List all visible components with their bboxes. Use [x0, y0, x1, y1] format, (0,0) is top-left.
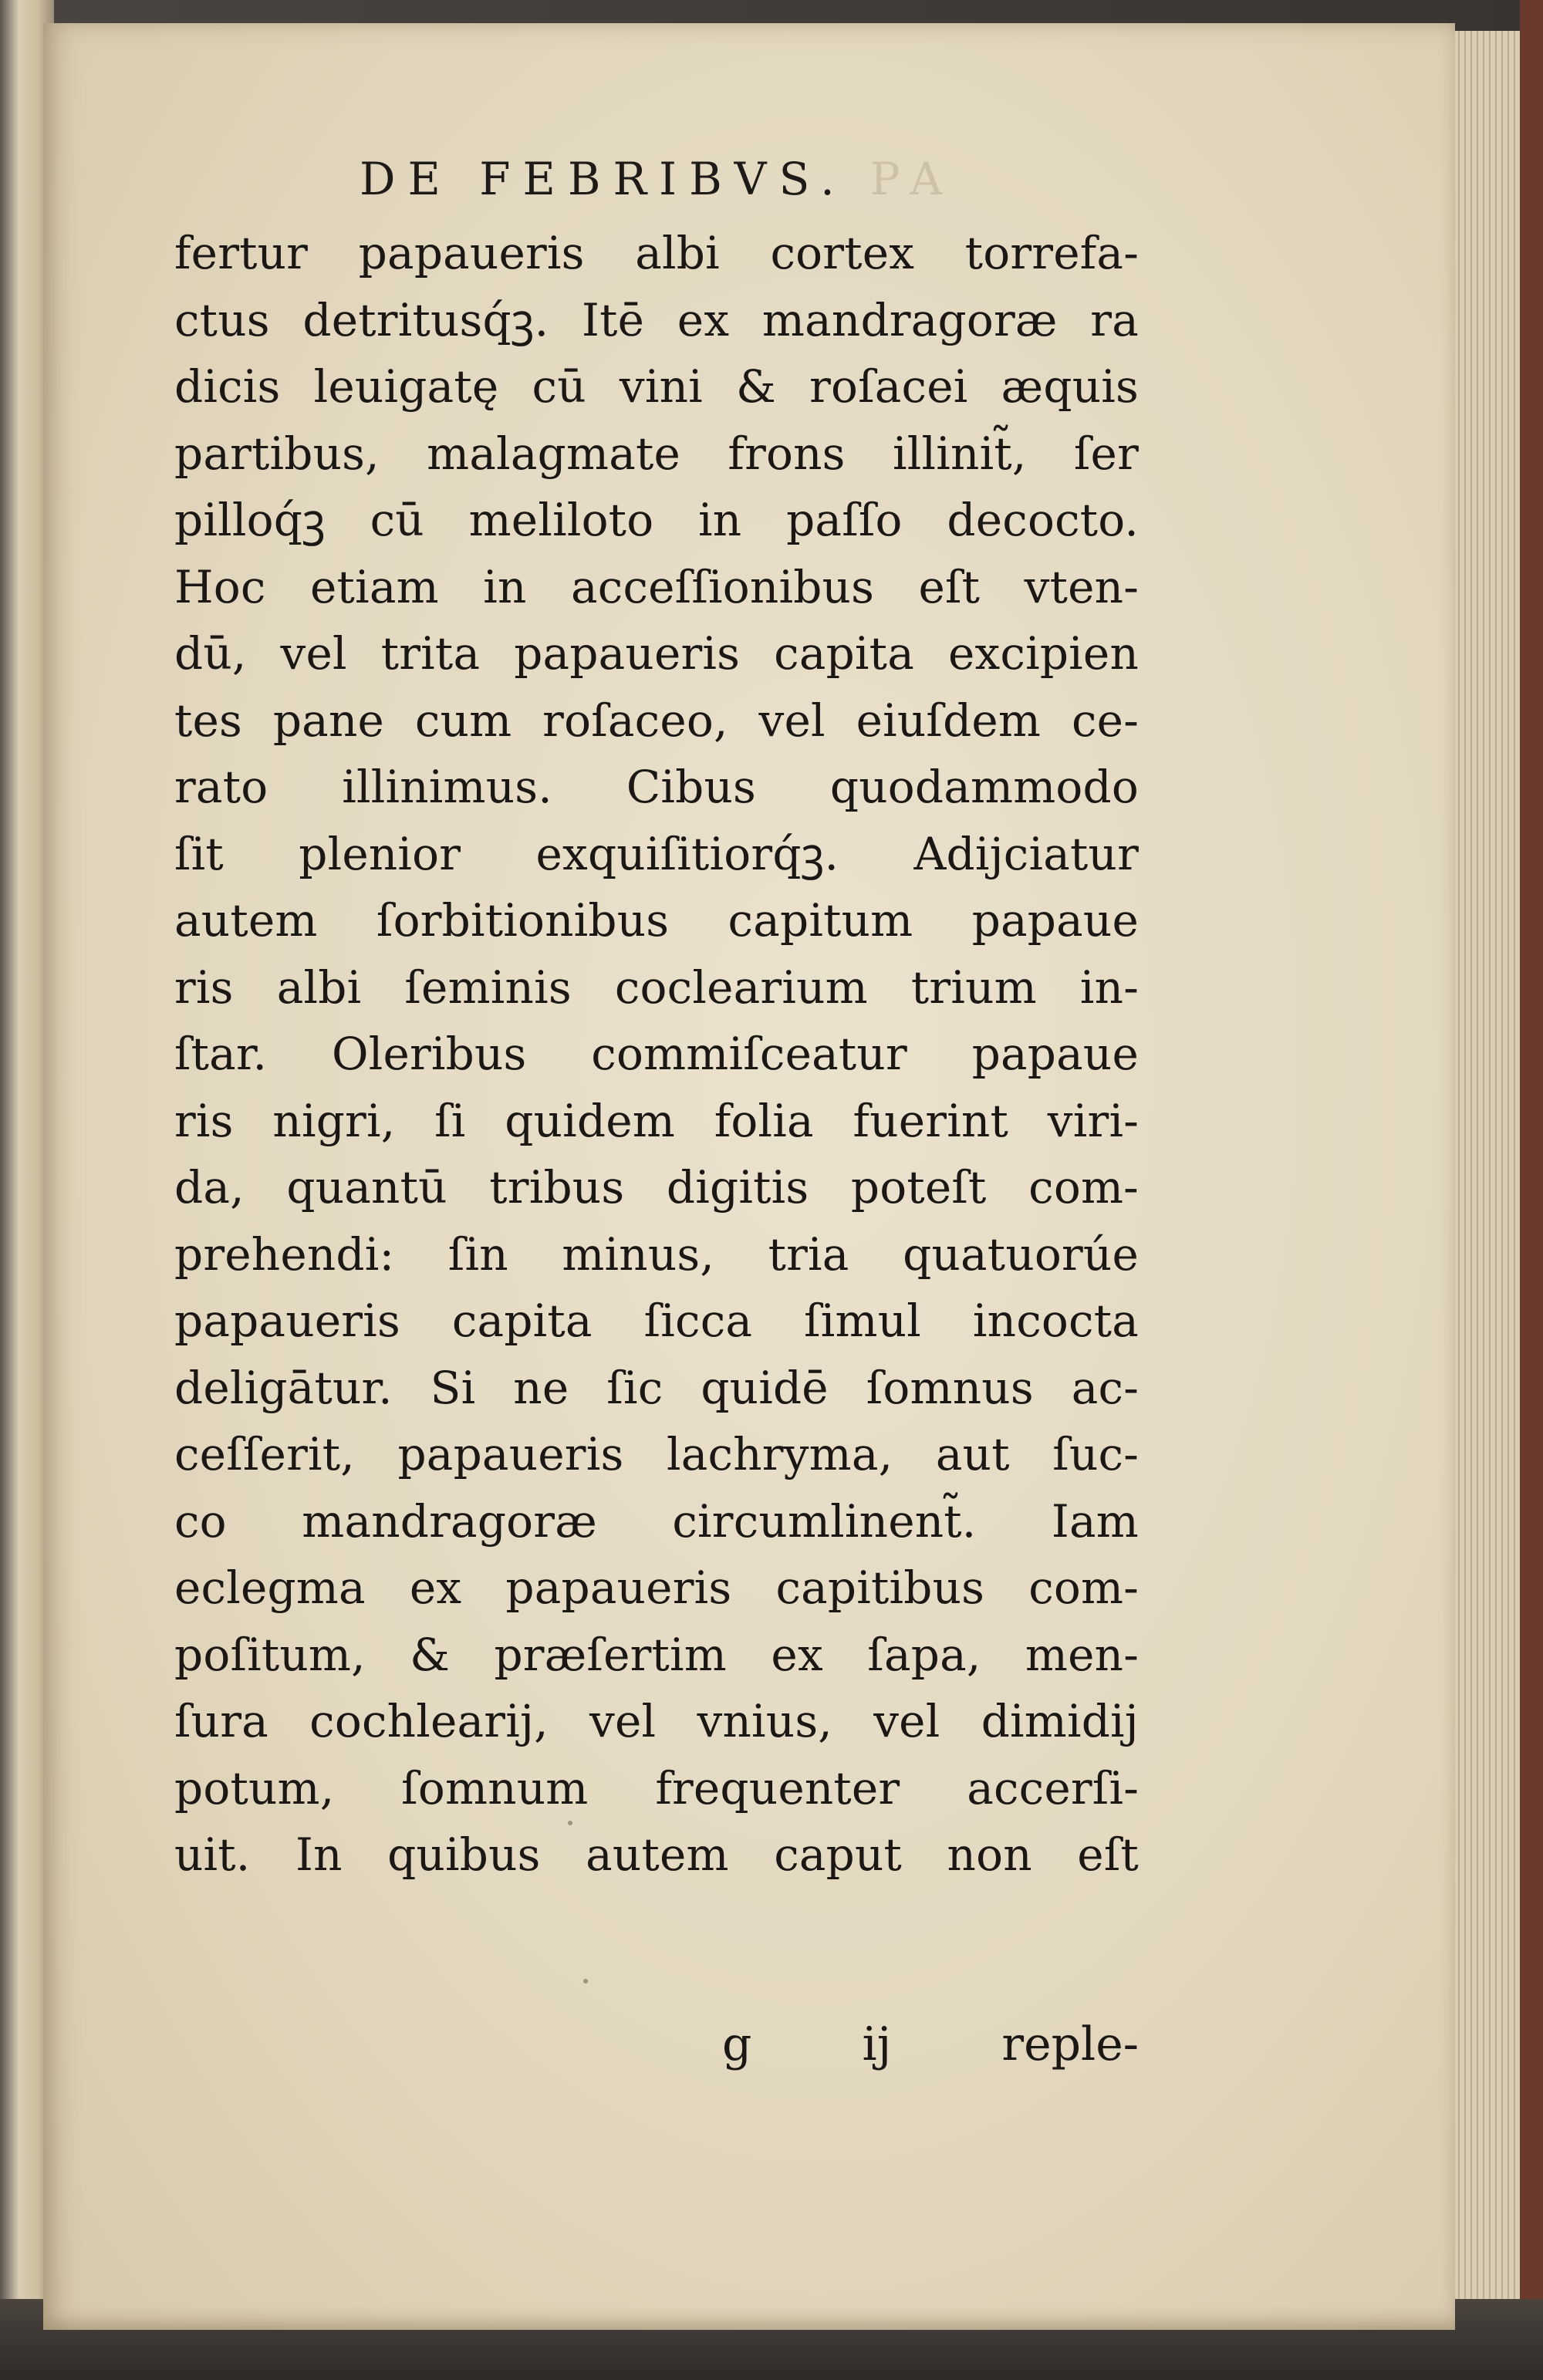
text-line: eclegma ex papaueris capitibus com- — [174, 1561, 1139, 1614]
text-line: ſit plenior exquiſitiorq́ꝫ. Adijciatur — [174, 827, 1139, 880]
signature-line — [722, 2017, 1139, 2071]
signature-mark: g — [722, 2017, 752, 2071]
text-line: ris albi ſeminis coclearium trium in- — [174, 960, 1139, 1014]
catchword: reple- — [1001, 2017, 1139, 2071]
text-line: ſura cochlearij, vel vnius, vel dimidij — [174, 1695, 1139, 1747]
signature-number: ij — [862, 2017, 892, 2071]
text-line: fertur papaueris albi cortex torrefa- — [174, 227, 1139, 279]
ink-speck — [568, 1821, 572, 1825]
show-through-text — [1154, 386, 1401, 741]
text-line: ſtar. Oleribus commiſceatur papaue — [174, 1028, 1139, 1080]
text-line: Hoc etiam in acceſſionibus eſt vten- — [174, 560, 1139, 613]
body-text — [174, 220, 1139, 1889]
text-line: ctus detritusq́ꝫ. Itē ex mandragoræ ra — [174, 293, 1139, 346]
running-head — [360, 153, 1131, 205]
text-line: tes pane cum roſaceo, vel eiuſdem ce- — [174, 694, 1139, 747]
text-line: autem ſorbitionibus capitum papaue — [174, 894, 1139, 947]
text-line: uit. In quibus autem caput non eſt — [174, 1828, 1139, 1881]
text-line: dicis leuigatę cū vini & roſacei æquis — [174, 360, 1139, 413]
text-line: ceſſerit, papaueris lachryma, aut ſuc- — [174, 1428, 1139, 1480]
text-line: papaueris capita ſicca ſimul incocta — [174, 1295, 1139, 1347]
text-line: prehendi: ſin minus, tria quatuorúe — [174, 1227, 1139, 1281]
text-line: pilloq́ꝫ cū meliloto in paſſo decocto. — [174, 494, 1139, 546]
text-line: poſitum, & præſertim ex ſapa, men- — [174, 1628, 1139, 1681]
text-line: rato illinimus. Cibus quodammodo — [174, 761, 1139, 813]
text-line: dū, vel trita papaueris capita excipien — [174, 627, 1139, 680]
book-binding — [1520, 0, 1543, 2380]
text-line: deligātur. Si ne ſic quidē ſomnus ac- — [174, 1361, 1139, 1414]
text-line: partibus, malagmate frons illinit̃, ſer — [174, 427, 1139, 480]
text-line: co mandragoræ circumlinent̃. Iam — [174, 1494, 1139, 1548]
text-line: ris nigri, ſi quidem folia fuerint viri- — [174, 1094, 1139, 1147]
ink-speck — [583, 1979, 588, 1983]
running-head-title: DE FEBRIBVS. — [360, 153, 847, 205]
text-line: da, quantū tribus digitis poteſt com- — [174, 1161, 1139, 1214]
text-line: potum, ſomnum frequenter accerſi- — [174, 1761, 1139, 1815]
running-head-show-through: PA — [869, 153, 957, 205]
book-page — [43, 23, 1455, 2330]
